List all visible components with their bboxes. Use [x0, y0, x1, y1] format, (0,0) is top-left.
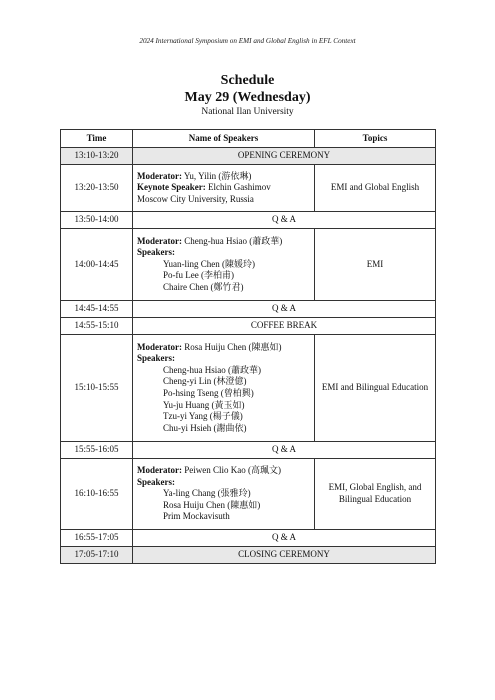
col-header-time: Time — [61, 130, 133, 148]
speakers-cell — [133, 229, 315, 301]
keynote-name: Elchin Gashimov — [208, 182, 271, 193]
topic-cell: EMI — [315, 229, 436, 301]
keynote-affiliation: Moscow City University, Russia — [137, 193, 254, 204]
event-cell: Q & A — [133, 212, 436, 229]
col-header-topics: Topics — [315, 130, 436, 148]
table-row — [61, 301, 436, 318]
table-row — [61, 547, 436, 564]
speaker-name: Yu-ju Huang (黃玉如) — [163, 399, 245, 410]
title-block — [0, 72, 495, 119]
time-cell: 14:45-14:55 — [61, 301, 133, 318]
time-cell: 15:55-16:05 — [61, 442, 133, 459]
moderator-name: Cheng-hua Hsiao (蕭政華) — [184, 235, 283, 246]
topic-cell: EMI, Global English, and Bilingual Education — [315, 459, 436, 530]
moderator-name: Peiwen Clio Kao (高珮文) — [184, 465, 281, 476]
time-cell: 14:55-15:10 — [61, 318, 133, 335]
moderator-label: Moderator: — [137, 465, 182, 476]
keynote-label: Keynote Speaker: — [137, 182, 206, 193]
table-header-row — [61, 130, 436, 148]
time-cell: 13:10-13:20 — [61, 148, 133, 165]
speaker-name: Po-hsing Tseng (曾柏興) — [163, 388, 254, 398]
topic-cell: EMI and Bilingual Education — [315, 335, 436, 442]
speakers-cell — [133, 335, 315, 442]
moderator-label: Moderator: — [137, 170, 182, 181]
time-cell: 16:10-16:55 — [61, 459, 133, 530]
time-cell: 14:00-14:45 — [61, 229, 133, 301]
moderator-name: Rosa Huiju Chen (陳惠如) — [184, 341, 282, 352]
speaker-name: Rosa Huiju Chen (陳惠如) — [163, 499, 261, 510]
moderator-name: Yu, Yilin (游依琳) — [183, 170, 252, 181]
event-cell: Q & A — [133, 530, 436, 547]
speaker-name: Cheng-hua Hsiao (蕭政華) — [163, 364, 261, 375]
time-cell: 16:55-17:05 — [61, 530, 133, 547]
speaker-name: Chaire Chen (鄭竹君) — [163, 281, 244, 292]
moderator-label: Moderator: — [137, 235, 182, 246]
table-row — [61, 148, 436, 165]
speakers-cell — [133, 459, 315, 530]
time-cell: 17:05-17:10 — [61, 547, 133, 564]
col-header-speakers: Name of Speakers — [133, 130, 315, 148]
schedule-title: Schedule — [220, 73, 275, 88]
moderator-label: Moderator: — [137, 341, 182, 352]
event-cell: CLOSING CEREMONY — [133, 547, 436, 564]
speaker-name: Ya-ling Chang (張雅玲) — [163, 488, 251, 499]
speaker-name: Chu-yi Hsieh (謝曲依) — [163, 422, 247, 433]
table-row — [61, 459, 436, 530]
event-cell: OPENING CEREMONY — [133, 148, 436, 165]
schedule-table — [60, 129, 436, 564]
event-cell: Q & A — [133, 301, 436, 318]
speaker-name: Yuan-ling Chen (陳媛玲) — [163, 258, 255, 269]
schedule-date: May 29 (Wednesday) — [184, 90, 311, 105]
table-row — [61, 165, 436, 212]
time-cell: 13:20-13:50 — [61, 165, 133, 212]
speakers-label: Speakers: — [137, 353, 175, 364]
table-row — [61, 335, 436, 442]
speaker-name: Tzu-yi Yang (楊子儀) — [163, 411, 243, 422]
time-cell: 13:50-14:00 — [61, 212, 133, 229]
speakers-label: Speakers: — [137, 476, 175, 487]
event-cell: COFFEE BREAK — [133, 318, 436, 335]
table-row — [61, 442, 436, 459]
speakers-label: Speakers: — [137, 247, 175, 258]
table-row — [61, 530, 436, 547]
speakers-cell — [133, 165, 315, 212]
table-row — [61, 229, 436, 301]
venue: National Ilan University — [201, 107, 294, 117]
document-header: 2024 International Symposium on EMI and Global English in EFL Context — [139, 37, 356, 45]
speaker-name: Cheng-yi Lin (林澄億) — [163, 376, 247, 387]
table-row — [61, 318, 436, 335]
speaker-name: Po-fu Lee (李柏甫) — [163, 270, 234, 281]
time-cell: 15:10-15:55 — [61, 335, 133, 442]
speaker-name: Prim Mockavisuth — [163, 511, 230, 522]
topic-cell: EMI and Global English — [315, 165, 436, 212]
table-row — [61, 212, 436, 229]
event-cell: Q & A — [133, 442, 436, 459]
